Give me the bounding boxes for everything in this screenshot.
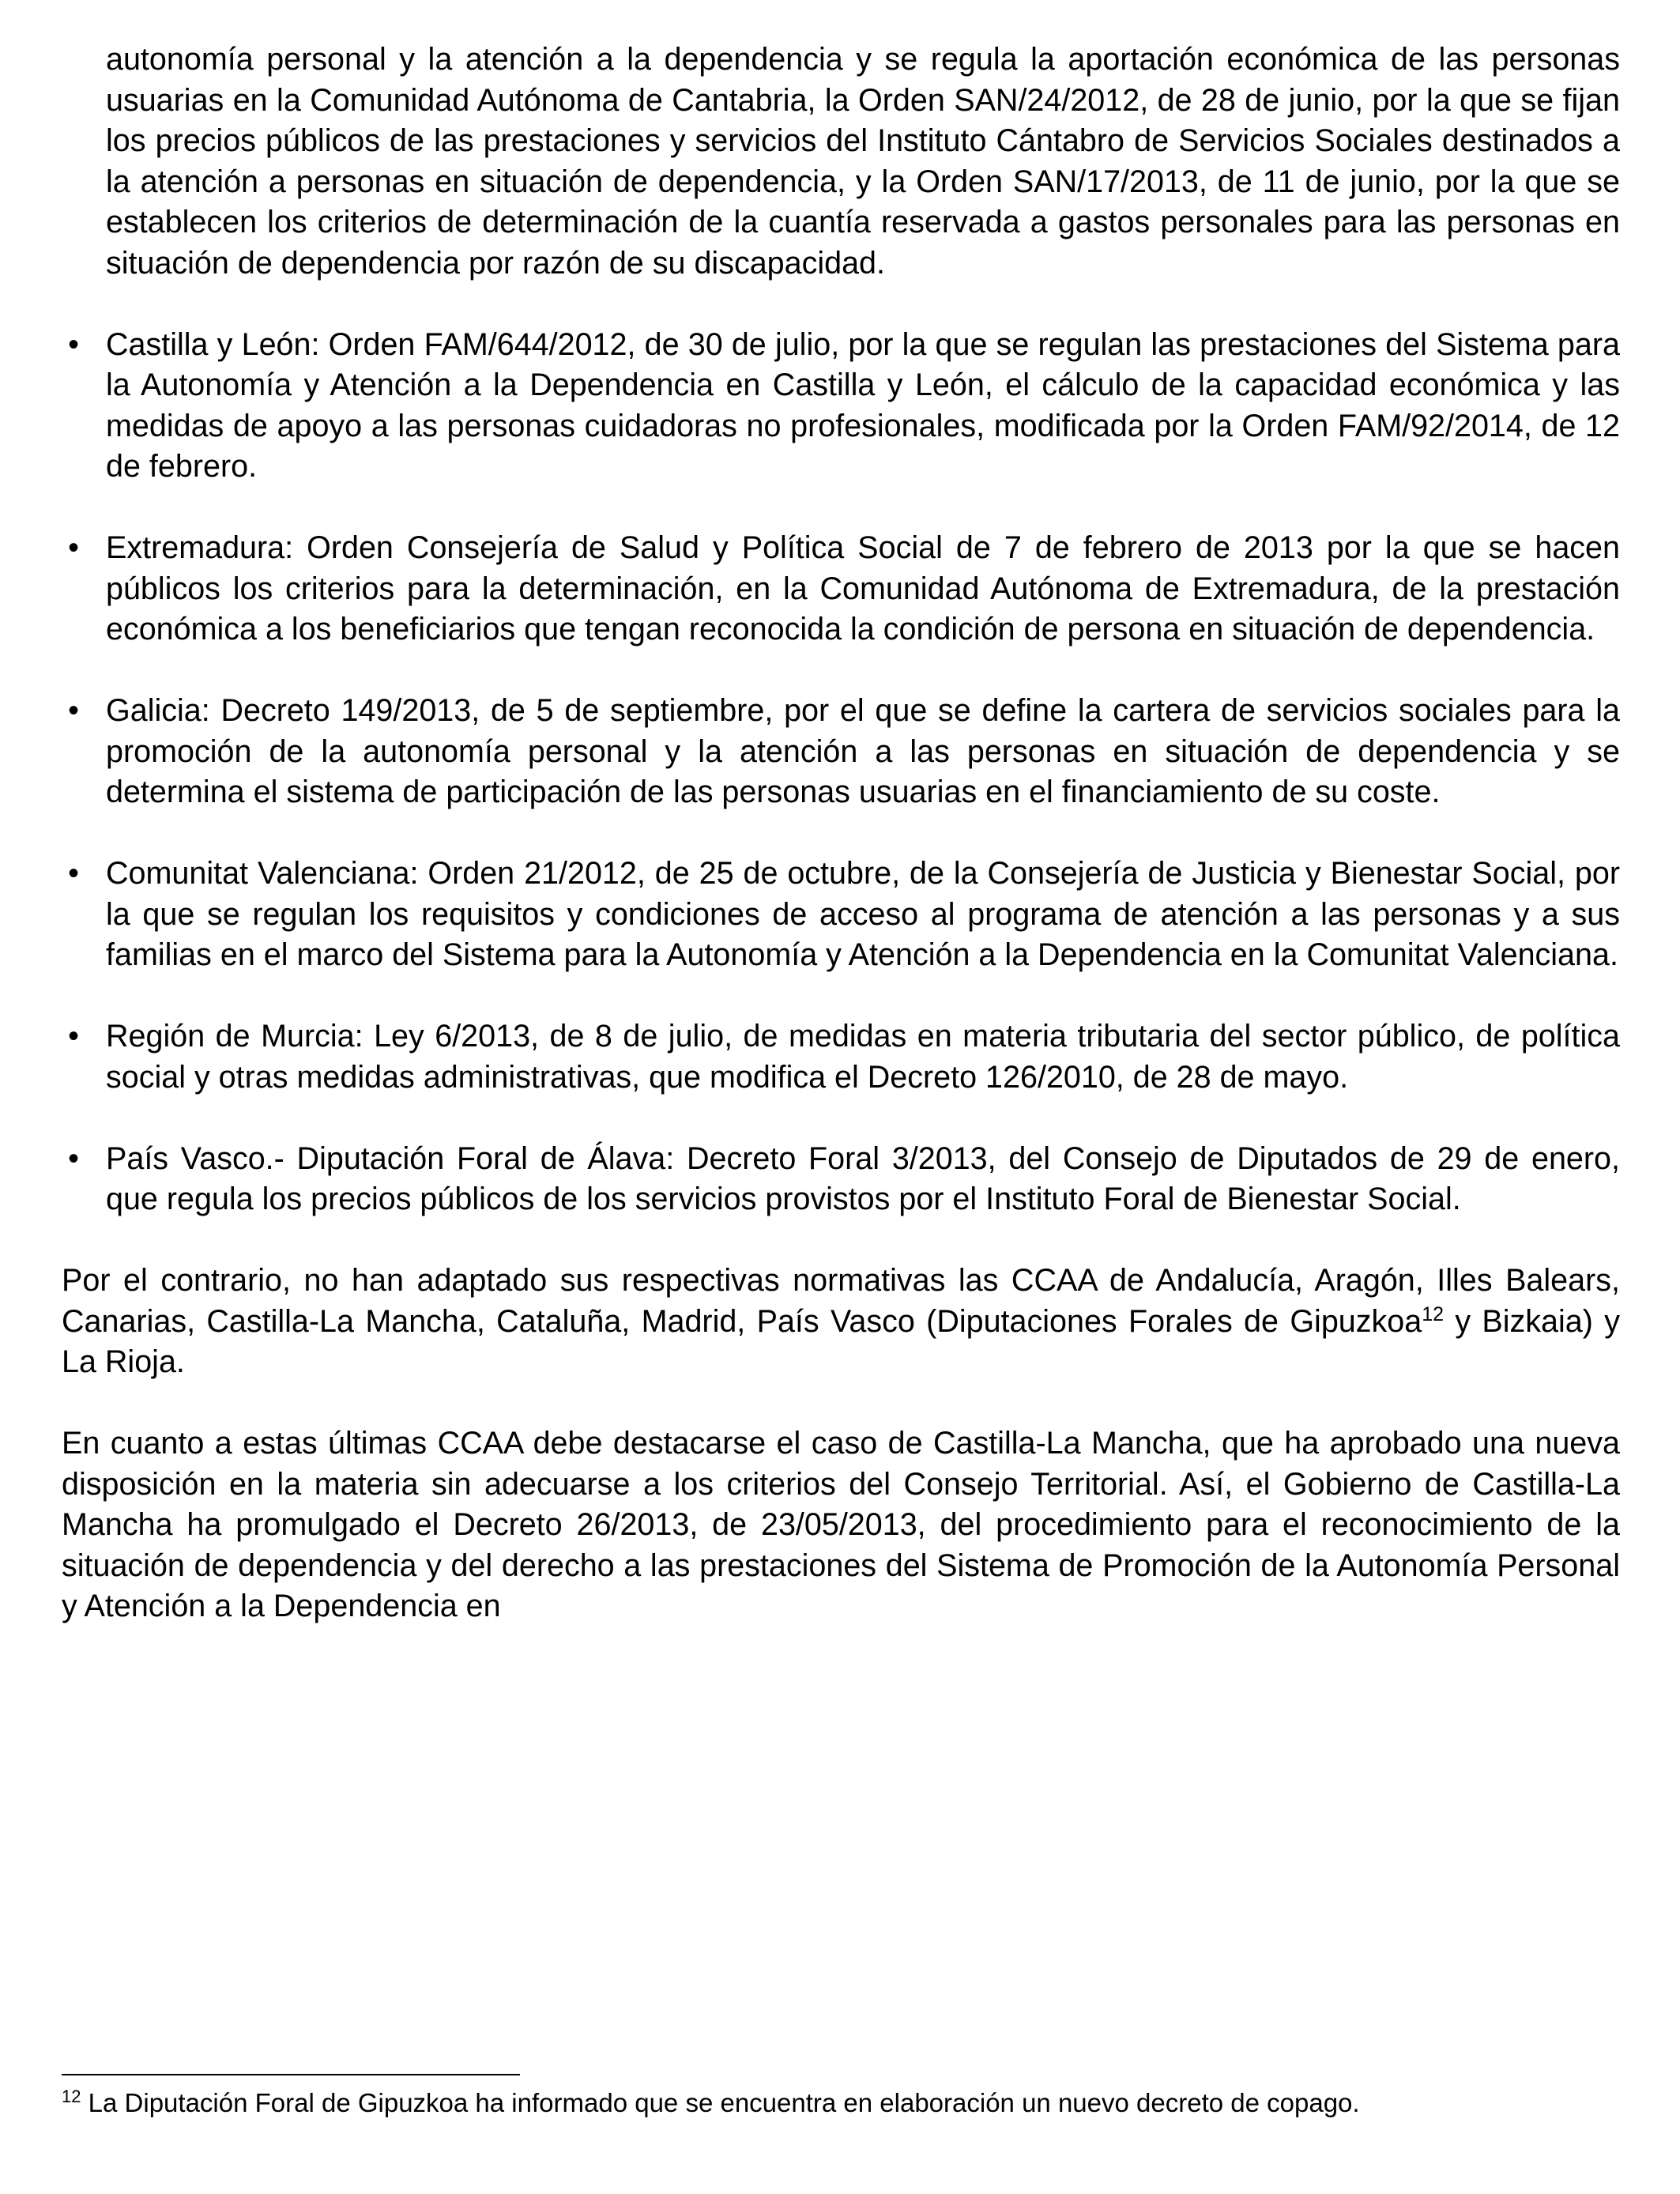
footnote <box>62 2087 1620 2120</box>
list-item-text: País Vasco.- Diputación Foral de Álava: Decreto Foral 3/2013, del Consejo de Diputados de 29 de enero, que regula los precios públicos de los servicios provistos por el Instituto Foral de Bienestar Social. <box>106 1140 1620 1216</box>
list-item-text: Región de Murcia: Ley 6/2013, de 8 de julio, de medidas en materia tributaria del sector público, de política social y otras medidas administrativas, que modifica el Decreto 126/2010, de 28 de mayo. <box>106 1019 1620 1095</box>
bullet-icon: • <box>68 1019 79 1054</box>
bullet-icon: • <box>68 856 79 891</box>
footnote-number: 12 <box>62 2087 81 2106</box>
footnote-text: La Diputación Foral de Gipuzkoa ha informado que se encuentra en elaboración un nuevo decreto de copago. <box>81 2088 1360 2117</box>
not-adapted-paragraph <box>62 1261 1620 1383</box>
list-item-text: Galicia: Decreto 149/2013, de 5 de septiembre, por el que se define la cartera de servicios sociales para la promoción de la autonomía personal y la atención a las personas en situación de dependencia y se determina el sistema de participación de las personas usuarias en el financiamiento de su coste. <box>106 693 1620 809</box>
bullet-icon: • <box>68 530 79 565</box>
list-item <box>62 528 1620 650</box>
footnote-separator <box>62 2074 520 2075</box>
list-item-text: Castilla y León: Orden FAM/644/2012, de 30 de julio, por la que se regulan las prestaciones del Sistema para la Autonomía y Atención a la Dependencia en Castilla y León, el cálculo de la capacidad económica y las medidas de apoyo a las personas cuidadoras no profesionales, modificada por la Orden FAM/92/2014, de 12 de febrero. <box>106 326 1620 484</box>
castilla-la-mancha-paragraph: En cuanto a estas últimas CCAA debe destacarse el caso de Castilla-La Mancha, que ha aprobado una nueva disposición en la materia sin adecuarse a los criterios del Consejo Territorial. Así, el Gobierno de Castilla-La Mancha ha promulgado el Decreto 26/2013, de 23/05/2013, del procedimiento para el reconocimiento de la situación de dependencia y del derecho a las prestaciones del Sistema de Promoción de la Autonomía Personal y Atención a la Dependencia en <box>62 1426 1620 1623</box>
not-adapted-text: Por el contrario, no han adaptado sus respectivas normativas las CCAA de Andalucía, Aragón, Illes Balears, Canarias, Castilla-La Mancha, Cataluña, Madrid, País Vasco (Diputaciones Forales de Gipuzkoa <box>62 1263 1620 1339</box>
bullet-icon: • <box>68 1140 79 1176</box>
list-item <box>62 854 1620 976</box>
list-item <box>62 691 1620 813</box>
not-adapted-text-end: y Bizkaia) y La Rioja. <box>62 1303 1620 1379</box>
bullet-icon: • <box>68 326 79 362</box>
document-body <box>62 40 1620 1627</box>
bullet-icon: • <box>68 693 79 728</box>
list-item <box>62 1016 1620 1098</box>
regional-regulations-list <box>62 325 1620 1220</box>
list-item-text: Extremadura: Orden Consejería de Salud y Política Social de 7 de febrero de 2013 por la que se hacen públicos los criterios para la determinación, en la Comunidad Autónoma de Extremadura, de la prestación económica a los beneficiarios que tengan reconocida la condición de persona en situación de dependencia. <box>106 530 1620 647</box>
intro-continuation-paragraph: autonomía personal y la atención a la dependencia y se regula la aportación económica de las personas usuarias en la Comunidad Autónoma de Cantabria, la Orden SAN/24/2012, de 28 de junio, por la que se fijan los precios públicos de las prestaciones y servicios del Instituto Cántabro de Servicios Sociales destinados a la atención a personas en situación de dependencia, y la Orden SAN/17/2013, de 11 de junio, por la que se establecen los criterios de determinación de la cuantía reservada a gastos personales para las personas en situación de dependencia por razón de su discapacidad. <box>106 42 1620 281</box>
list-item <box>62 1139 1620 1220</box>
list-item <box>62 325 1620 488</box>
list-item-text: Comunitat Valenciana: Orden 21/2012, de 25 de octubre, de la Consejería de Justicia y Bienestar Social, por la que se regulan los requisitos y condiciones de acceso al programa de atención a las personas y a sus familias en el marco del Sistema para la Autonomía y Atención a la Dependencia en la Comunitat Valenciana. <box>106 856 1620 972</box>
footnote-reference[interactable]: 12 <box>1422 1302 1445 1325</box>
